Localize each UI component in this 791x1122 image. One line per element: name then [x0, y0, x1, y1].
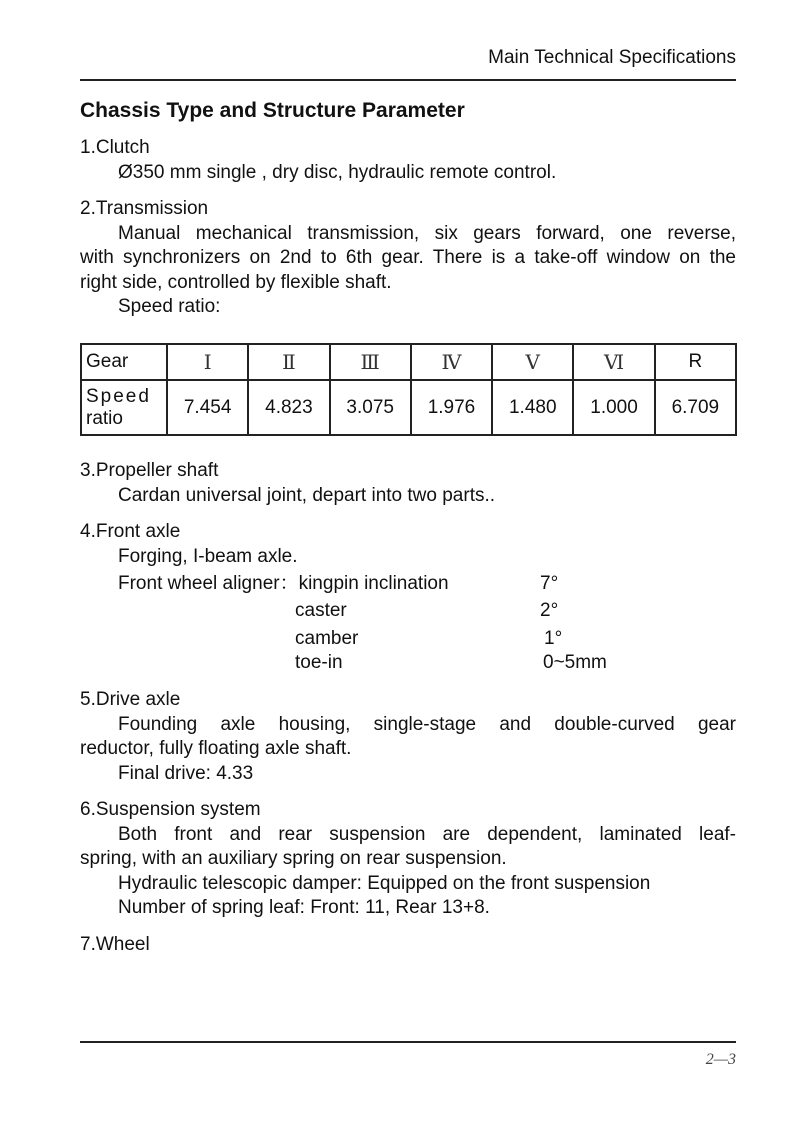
- transmission-heading: 2.Transmission: [80, 198, 209, 219]
- aligner-label: Front wheel aligner：kingpin inclination: [118, 573, 449, 594]
- ratio-cell: 7.454: [167, 380, 248, 435]
- camber-label: camber: [295, 628, 359, 649]
- gear-cell: Ⅵ: [573, 344, 654, 380]
- gear-cell: Ⅴ: [492, 344, 573, 380]
- gear-cell: Ⅳ: [411, 344, 492, 380]
- ratio-cell: 3.075: [330, 380, 411, 435]
- kingpin-value: 7°: [540, 573, 559, 594]
- transmission-line-3: right side, controlled by flexible shaft.: [80, 272, 392, 293]
- suspension-line-4: Number of spring leaf: Front: 11, Rear 13+8.: [118, 897, 490, 918]
- ratio-cell: 1.000: [573, 380, 654, 435]
- drive-axle-line-2: reductor, fully floating axle shaft.: [80, 738, 352, 759]
- clutch-text: Ø350 mm single , dry disc, hydraulic remote control.: [118, 162, 557, 183]
- ratio-label-line-2: ratio: [86, 407, 123, 429]
- final-drive: Final drive: 4.33: [118, 763, 254, 784]
- suspension-line-3: Hydraulic telescopic damper: Equipped on the front suspension: [118, 873, 651, 894]
- propeller-heading: 3.Propeller shaft: [80, 460, 219, 481]
- drive-axle-line-1: Founding axle housing, single-stage and double-curved gear: [118, 714, 736, 735]
- front-axle-text: Forging, I-beam axle.: [118, 546, 298, 567]
- clutch-heading: 1.Clutch: [80, 137, 150, 158]
- gear-header-cell: Gear: [81, 344, 167, 380]
- caster-label: caster: [295, 600, 347, 621]
- suspension-line-2: spring, with an auxiliary spring on rear suspension.: [80, 848, 507, 869]
- transmission-line-2: with synchronizers on 2nd to 6th gear. There is a take-off window on the: [80, 247, 736, 268]
- page-number: 2—3: [705, 1051, 736, 1068]
- ratio-cell: 6.709: [655, 380, 736, 435]
- gear-row: [81, 344, 736, 380]
- wheel-heading: 7.Wheel: [80, 934, 150, 955]
- section-title: Chassis Type and Structure Parameter: [80, 99, 465, 122]
- propeller-text: Cardan universal joint, depart into two parts..: [118, 485, 496, 506]
- toe-in-label: toe-in: [295, 652, 343, 673]
- ratio-label-line-1: Speed: [86, 385, 151, 407]
- ratio-header-cell: [81, 380, 167, 435]
- transmission-line-1: Manual mechanical transmission, six gears forward, one reverse,: [118, 223, 736, 244]
- ratio-cell: 1.976: [411, 380, 492, 435]
- header-rule: [80, 79, 736, 81]
- ratio-cell: 4.823: [248, 380, 329, 435]
- drive-axle-heading: 5.Drive axle: [80, 689, 181, 710]
- suspension-line-1: Both front and rear suspension are dependent, laminated leaf-: [118, 824, 736, 845]
- footer-rule: [80, 1041, 736, 1043]
- speed-ratio-label: Speed ratio:: [118, 296, 221, 317]
- suspension-heading: 6.Suspension system: [80, 799, 261, 820]
- gear-ratio-table: [80, 343, 737, 436]
- toe-in-value: 0~5mm: [543, 652, 607, 673]
- gear-cell: Ⅰ: [167, 344, 248, 380]
- ratio-cell: 1.480: [492, 380, 573, 435]
- gear-cell: R: [655, 344, 736, 380]
- gear-cell: Ⅱ: [248, 344, 329, 380]
- camber-value: 1°: [544, 628, 563, 649]
- ratio-row: [81, 380, 736, 435]
- front-axle-heading: 4.Front axle: [80, 521, 181, 542]
- caster-value: 2°: [540, 600, 559, 621]
- page-header-title: Main Technical Specifications: [488, 47, 736, 68]
- gear-cell: Ⅲ: [330, 344, 411, 380]
